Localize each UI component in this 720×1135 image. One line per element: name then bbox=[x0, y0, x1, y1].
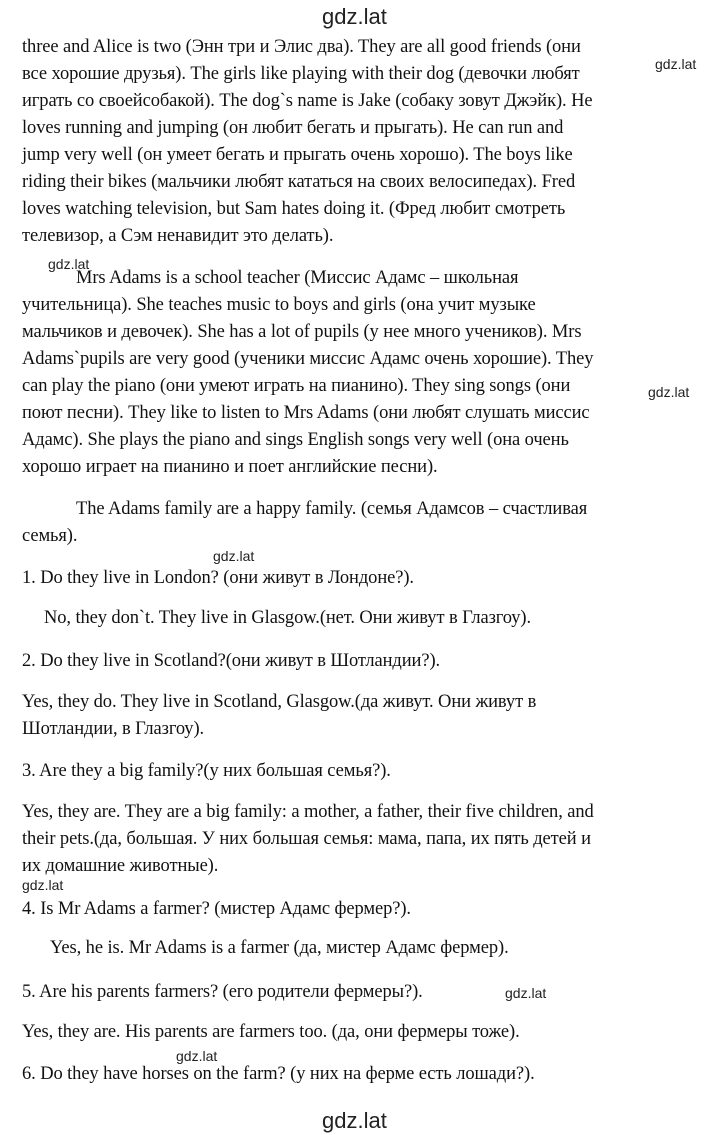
watermark-bottom: gdz.lat bbox=[322, 1108, 387, 1133]
text-line: loves watching television, but Sam hates doing it. (Фред любит смотреть bbox=[22, 199, 566, 219]
text-line: Mrs Adams is a school teacher (Миссис Адамс – школьная bbox=[76, 268, 519, 288]
answer: Шотландии, в Глазгоу). bbox=[22, 719, 205, 739]
text-line: телевизор, а Сэм ненавидит это делать). bbox=[22, 226, 334, 246]
text-line: мальчиков и девочек). She has a lot of pupils (у нее много учеников). Mrs bbox=[22, 322, 582, 342]
text-line: поют песни). They like to listen to Mrs Adams (они любят слушать миссис bbox=[22, 403, 590, 423]
watermark-top: gdz.lat bbox=[322, 4, 387, 29]
answer: Yes, they do. They live in Scotland, Glasgow.(да живут. Они живут в bbox=[22, 692, 537, 712]
text-line: can play the piano (они умеют играть на пианино). They sing songs (они bbox=[22, 376, 571, 396]
text-line: loves running and jumping (он любит бегать и прыгать). He can run and bbox=[22, 118, 564, 138]
text-line: играть со своейсобакой). The dog`s name is Jake (собаку зовут Джэйк). He bbox=[22, 91, 593, 111]
watermark: gdz.lat bbox=[22, 877, 64, 893]
text-line: хорошо играет на пианино и поет английские песни). bbox=[22, 457, 438, 477]
watermark: gdz.lat bbox=[655, 56, 697, 72]
question: 5. Are his parents farmers? (его родители фермеры?). bbox=[22, 982, 423, 1002]
answer: Yes, he is. Mr Adams is a farmer (да, мистер Адамс фермер). bbox=[50, 938, 509, 958]
text-line: семья). bbox=[22, 526, 78, 546]
text-line: riding their bikes (мальчики любят кататься на своих велосипедах). Fred bbox=[22, 172, 576, 192]
watermark: gdz.lat bbox=[505, 985, 547, 1001]
question: 1. Do they live in London? (они живут в Лондоне?). bbox=[22, 568, 414, 588]
text-line: Adams`pupils are very good (ученики миссис Адамс очень хорошие). They bbox=[22, 349, 594, 369]
answer: их домашние животные). bbox=[22, 856, 219, 876]
answer: No, they don`t. They live in Glasgow.(нет. Они живут в Глазгоу). bbox=[44, 608, 531, 628]
text-line: The Adams family are a happy family. (семья Адамсов – счастливая bbox=[76, 499, 588, 519]
question: 4. Is Mr Adams a farmer? (мистер Адамс фермер?). bbox=[22, 899, 411, 919]
watermark: gdz.lat bbox=[213, 548, 255, 564]
text-line: jump very well (он умеет бегать и прыгать очень хорошо). The boys like bbox=[22, 145, 573, 165]
text-line: все хорошие друзья). The girls like playing with their dog (девочки любят bbox=[22, 64, 580, 84]
answer: Yes, they are. They are a big family: a mother, a father, their five children, and bbox=[22, 802, 594, 822]
watermark: gdz.lat bbox=[176, 1048, 218, 1064]
watermark: gdz.lat bbox=[48, 256, 90, 272]
answer: Yes, they are. His parents are farmers too. (да, они фермеры тоже). bbox=[22, 1022, 520, 1042]
answer: their pets.(да, большая. У них большая семья: мама, папа, их пять детей и bbox=[22, 829, 591, 849]
text-line: three and Alice is two (Энн три и Элис два). They are all good friends (они bbox=[22, 37, 581, 57]
text-line: учительница). She teaches music to boys and girls (она учит музыке bbox=[22, 295, 536, 315]
question: 6. Do they have horses on the farm? (у них на ферме есть лошади?). bbox=[22, 1064, 535, 1084]
watermark: gdz.lat bbox=[648, 384, 690, 400]
question: 3. Are they a big family?(у них большая семья?). bbox=[22, 761, 391, 781]
question: 2. Do they live in Scotland?(они живут в Шотландии?). bbox=[22, 651, 441, 671]
text-line: Адамс). She plays the piano and sings English songs very well (она очень bbox=[22, 430, 569, 450]
